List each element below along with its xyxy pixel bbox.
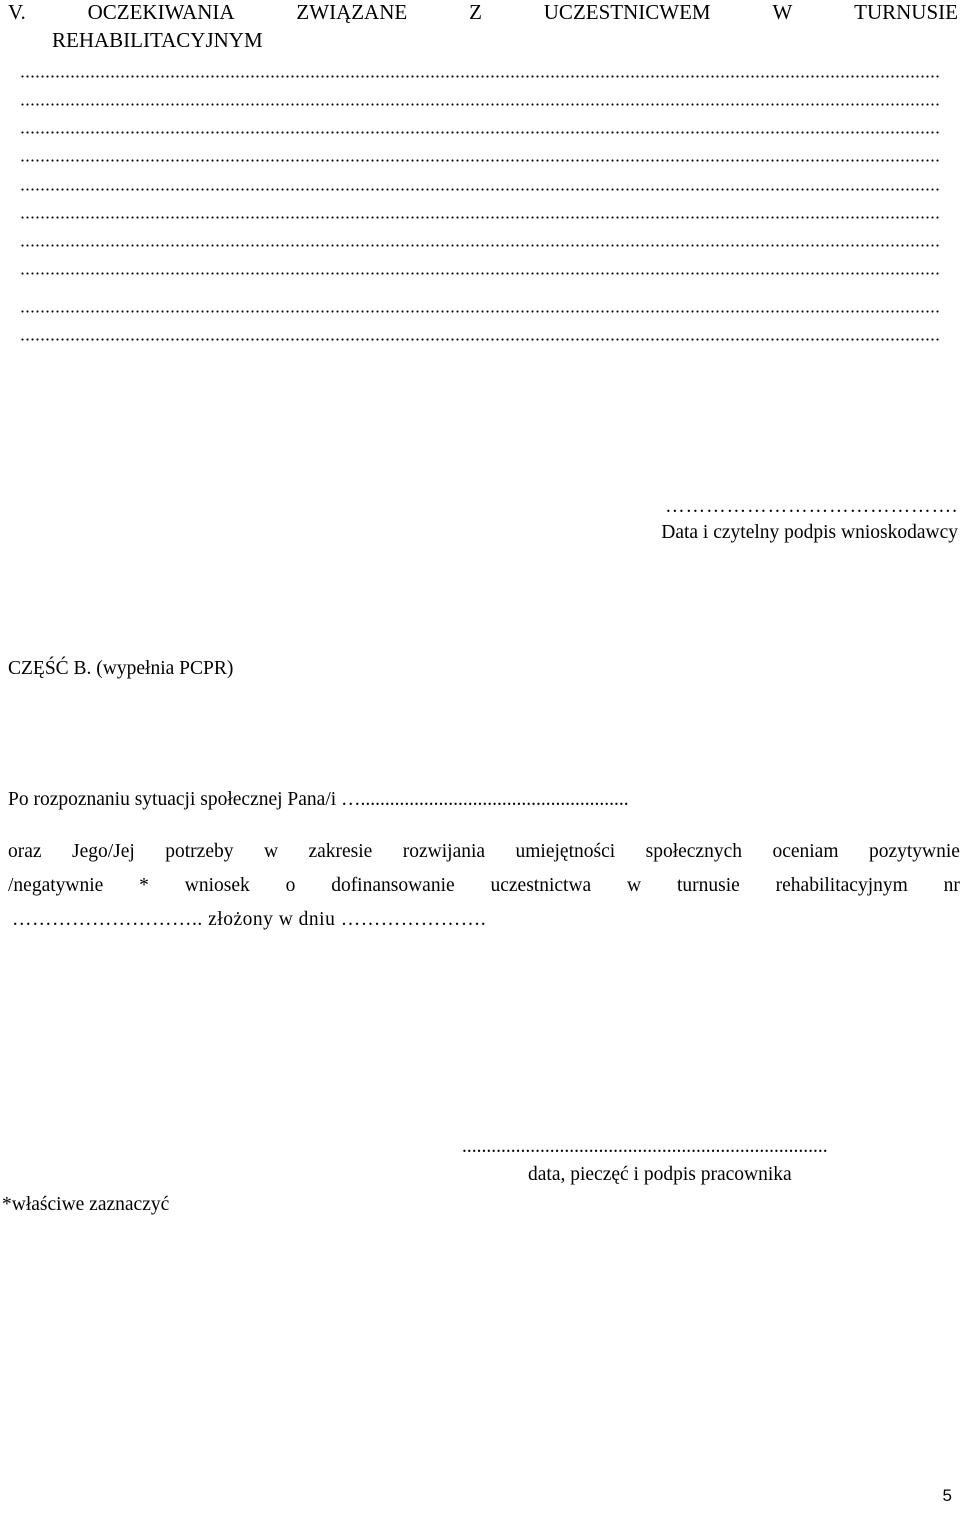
- text-word: Jego/Jej: [72, 841, 135, 862]
- applicant-signature-label: Data i czytelny podpis wnioskodawcy: [661, 522, 958, 543]
- heading-word: UCZESTNICWEM: [543, 0, 711, 24]
- worker-signature-dots: ...........................................................................: [462, 1136, 828, 1157]
- text-word: pozytywnie: [868, 841, 960, 862]
- dotted-answer-line: [20, 159, 940, 162]
- text-word: uczestnictwa: [490, 875, 592, 896]
- text-word: rozwijania: [402, 841, 486, 862]
- dotted-answer-line: [20, 310, 940, 313]
- section-v-heading: [8, 0, 958, 25]
- page-number: 5: [942, 1486, 952, 1505]
- text-word: o: [285, 875, 296, 896]
- text-word: rehabilitacyjnym: [775, 875, 908, 896]
- text-word: potrzeby: [165, 841, 234, 862]
- text-word: *: [139, 875, 149, 896]
- text-word: oraz: [8, 841, 42, 862]
- text-word: oceniam: [772, 841, 839, 862]
- text-word: wniosek: [184, 875, 250, 896]
- text-word: w: [263, 841, 279, 862]
- dotted-answer-line: [20, 131, 940, 134]
- heading-word: ZWIĄZANE: [296, 0, 408, 24]
- dotted-answer-line: [20, 103, 940, 106]
- heading-word: W: [772, 0, 793, 24]
- text-word: turnusie: [676, 875, 740, 896]
- heading-word: V.: [8, 0, 26, 24]
- applicant-signature-dots: …………………………………….: [665, 496, 958, 517]
- part-b-line3: [8, 875, 960, 897]
- dotted-answer-line: [20, 244, 940, 247]
- part-b-title: CZĘŚĆ B. (wypełnia PCPR): [8, 658, 234, 679]
- text-word: umiejętności: [515, 841, 616, 862]
- text-word: nr: [943, 875, 960, 896]
- dotted-answer-line: [20, 338, 940, 341]
- text-word: /negatywnie: [8, 875, 104, 896]
- dotted-answer-line: [20, 272, 940, 275]
- text-word: w: [627, 875, 642, 896]
- part-b-line1: Po rozpoznaniu sytuacji społecznej Pana/i ….......................................................: [8, 789, 629, 810]
- dotted-answer-line: [20, 188, 940, 191]
- part-b-line2: [8, 841, 960, 863]
- heading-word: OCZEKIWANIA: [87, 0, 235, 24]
- dotted-answer-line: [20, 216, 940, 219]
- part-b-line4: ……………………….. złożony w dniu ………………….: [12, 909, 487, 930]
- heading-word: Z: [469, 0, 482, 24]
- footnote: *właściwe zaznaczyć: [2, 1194, 170, 1215]
- text-word: dofinansowanie: [331, 875, 455, 896]
- text-word: zakresie: [308, 841, 373, 862]
- worker-signature-label: data, pieczęć i podpis pracownika: [528, 1164, 792, 1185]
- heading-word: TURNUSIE: [854, 0, 958, 24]
- dotted-answer-line: [20, 75, 940, 78]
- section-v-heading-line2: REHABILITACYJNYM: [52, 28, 263, 52]
- text-word: społecznych: [645, 841, 742, 862]
